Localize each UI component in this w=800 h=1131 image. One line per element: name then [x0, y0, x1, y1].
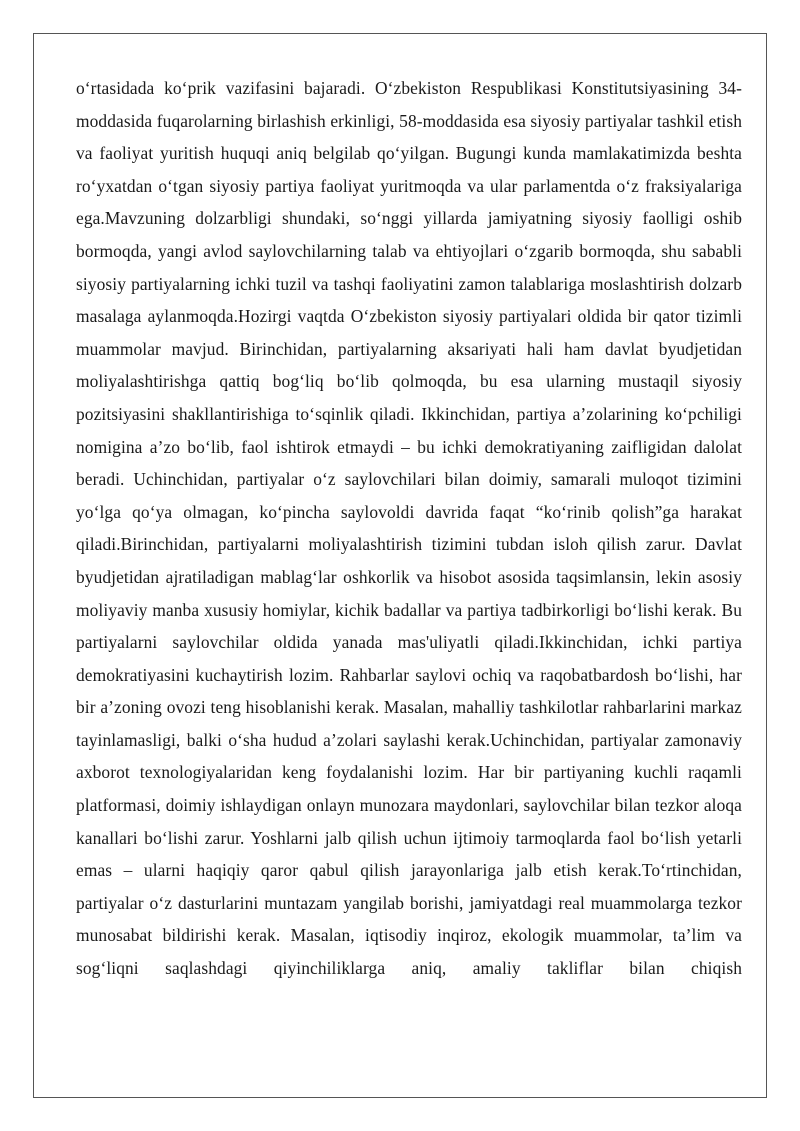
- body-paragraph: o‘rtasidada ko‘prik vazifasini bajaradi. O‘zbekiston Respublikasi Konstitutsiyasining 34-moddasida fuqarolarning birlashish erkinligi, 58-moddasida esa siyosiy partiyalar tashkil etish va faoliyat yuritish huquqi aniq belgilab qo‘yilgan. Bugungi kunda mamlakatimizda beshta ro‘yxatdan o‘tgan siyosiy partiya faoliyat yuritmoqda va ular parlamentda o‘z fraksiyalariga ega.Mavzuning dolzarbligi shundaki, so‘nggi yillarda jamiyatning siyosiy faolligi oshib bormoqda, yangi avlod saylovchilarning talab va ehtiyojlari o‘zgarib bormoqda, shu sababli siyosiy partiyalarning ichki tuzil va tashqi faoliyatini zamon talablariga moslashtirish dolzarb masalaga aylanmoqda.Hozirgi vaqtda O‘zbekiston siyosiy partiyalari oldida bir qator tizimli muammolar mavjud. Birinchidan, partiyalarning aksariyati hali ham davlat byudjetidan moliyalashtirishga qattiq bog‘liq bo‘lib qolmoqda, bu esa ularning mustaqil siyosiy pozitsiyasini shakllantirishiga to‘sqinlik qiladi. Ikkinchidan, partiya a’zolarining ko‘pchiligi nomigina a’zo bo‘lib, faol ishtirok etmaydi – bu ichki demokratiyaning zaifligidan dalolat beradi. Uchinchidan, partiyalar o‘z saylovchilari bilan doimiy, samarali muloqot tizimini yo‘lga qo‘ya olmagan, ko‘pincha saylovoldi davrida faqat “ko‘rinib qolish”ga harakat qiladi.Birinchidan, partiyalarni moliyalashtirish tizimini tubdan isloh qilish zarur. Davlat byudjetidan ajratiladigan mablag‘lar oshkorlik va hisobot asosida taqsimlansin, lekin asosiy moliyaviy manba xususiy homiylar, kichik badallar va partiya tadbirkorligi bo‘lishi kerak. Bu partiyalarni saylovchilar oldida yanada mas'uliyatli qiladi.Ikkinchidan, ichki partiya demokratiyasini kuchaytirish lozim. Rahbarlar saylovi ochiq va raqobatbardosh bo‘lishi, har bir a’zoning ovozi teng hisoblanishi kerak. Masalan, mahalliy tashkilotlar rahbarlarini markaz tayinlamasligi, balki o‘sha hudud a’zolari saylashi kerak.Uchinchidan, partiyalar zamonaviy axborot texnologiyalaridan keng foydalanishi lozim. Har bir partiyaning kuchli raqamli platformasi, doimiy ishlaydigan onlayn munozara maydonlari, saylovchilar bilan tezkor aloqa kanallari bo‘lishi zarur. Yoshlarni jalb qilish uchun ijtimoiy tarmoqlarda faol bo‘lish yetarli emas – ularni haqiqiy qaror qabul qilish jarayonlariga jalb etish kerak.To‘rtinchidan, partiyalar o‘z dasturlarini muntazam yangilab borishi, jamiyatdagi real muammolarga tezkor munosabat bildirishi kerak. Masalan, iqtisodiy inqiroz, ekologik muammolar, ta’lim va sog‘liqni saqlashdagi qiyinchiliklarga aniq, amaliy takliflar bilan chiqish: [76, 78, 742, 979]
